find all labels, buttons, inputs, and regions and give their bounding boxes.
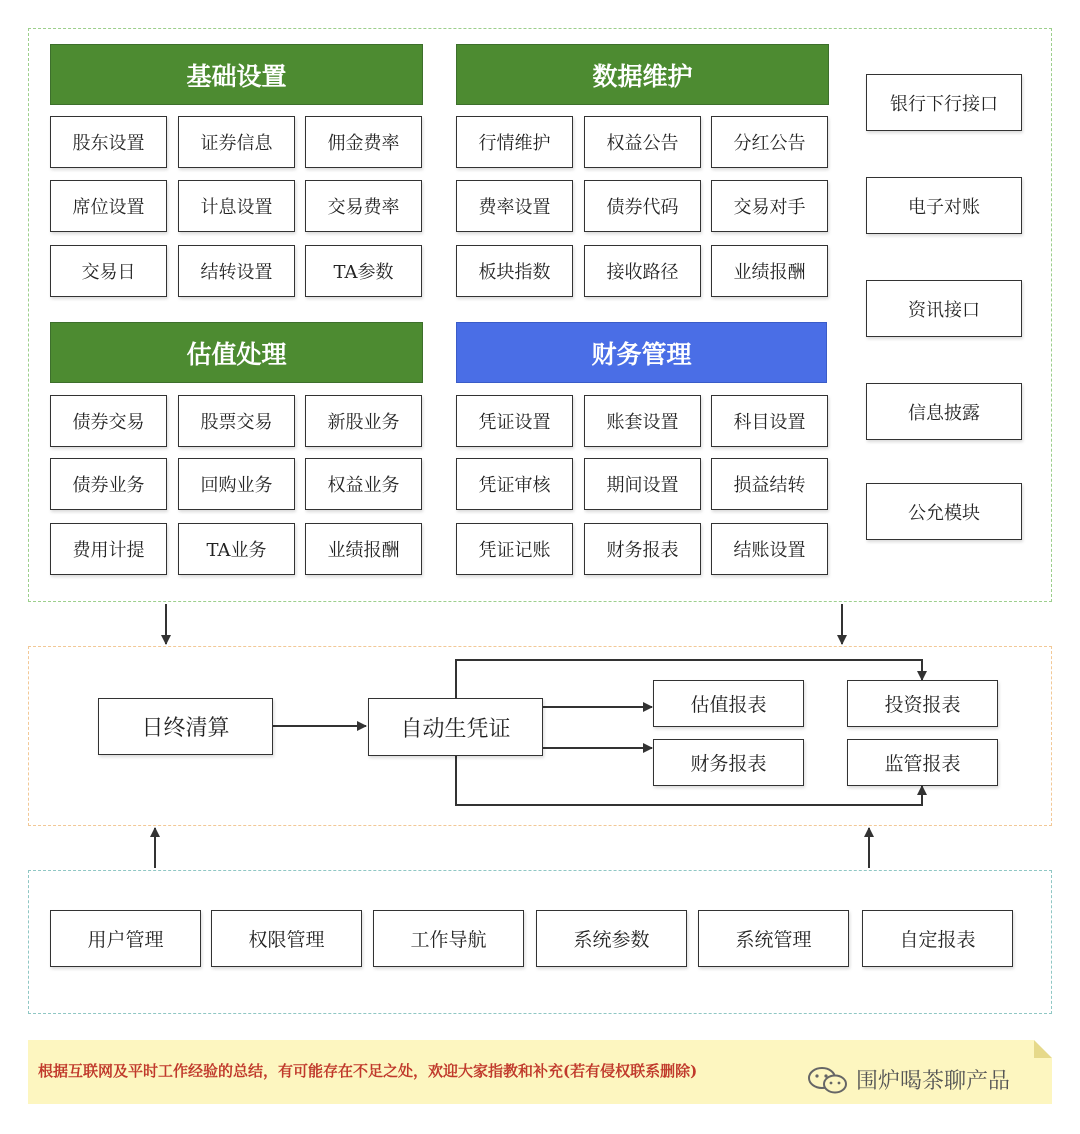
valuation-item[interactable]: 回购业务 [178,458,295,510]
basic-settings-item[interactable]: 结转设置 [178,245,295,297]
system-item[interactable]: 用户管理 [50,910,201,967]
investment-report-box[interactable]: 投资报表 [847,680,998,727]
daily-settlement-box[interactable]: 日终清算 [98,698,273,755]
valuation-item[interactable]: 费用计提 [50,523,167,575]
valuation-item[interactable]: 新股业务 [305,395,422,447]
finance-item[interactable]: 期间设置 [584,458,701,510]
interface-item[interactable]: 银行下行接口 [866,74,1022,131]
valuation-item[interactable]: 权益业务 [305,458,422,510]
interface-item[interactable]: 资讯接口 [866,280,1022,337]
basic-settings-item[interactable]: 佣金费率 [305,116,422,168]
basic-settings-item[interactable]: 股东设置 [50,116,167,168]
finance-item[interactable]: 财务报表 [584,523,701,575]
valuation-item[interactable]: 债券交易 [50,395,167,447]
basic-settings-item[interactable]: 交易费率 [305,180,422,232]
data-maintenance-item[interactable]: 业绩报酬 [711,245,828,297]
regulatory-report-box[interactable]: 监管报表 [847,739,998,786]
finance-item[interactable]: 结账设置 [711,523,828,575]
watermark-text: 围炉喝茶聊产品 [856,1069,1011,1094]
valuation-item[interactable]: 债券业务 [50,458,167,510]
system-item[interactable]: 权限管理 [211,910,362,967]
interface-item[interactable]: 公允模块 [866,483,1022,540]
system-item[interactable]: 系统管理 [698,910,849,967]
data-maintenance-item[interactable]: 板块指数 [456,245,573,297]
data-maintenance-item[interactable]: 分红公告 [711,116,828,168]
data-maintenance-item[interactable]: 费率设置 [456,180,573,232]
interface-item[interactable]: 信息披露 [866,383,1022,440]
basic-settings-item[interactable]: TA参数 [305,245,422,297]
basic-settings-item[interactable]: 交易日 [50,245,167,297]
system-item[interactable]: 系统参数 [536,910,687,967]
data-maintenance-item[interactable]: 接收路径 [584,245,701,297]
financial-report-box[interactable]: 财务报表 [653,739,804,786]
data-maintenance-item[interactable]: 行情维护 [456,116,573,168]
basic-settings-header: 基础设置 [50,44,423,105]
auto-voucher-box[interactable]: 自动生凭证 [368,698,543,756]
valuation-report-box[interactable]: 估值报表 [653,680,804,727]
valuation-item[interactable]: TA业务 [178,523,295,575]
system-item[interactable]: 工作导航 [373,910,524,967]
finance-header: 财务管理 [456,322,827,383]
data-maintenance-header: 数据维护 [456,44,829,105]
basic-settings-item[interactable]: 席位设置 [50,180,167,232]
finance-item[interactable]: 账套设置 [584,395,701,447]
finance-item[interactable]: 损益结转 [711,458,828,510]
basic-settings-item[interactable]: 计息设置 [178,180,295,232]
footer-note-text: 根据互联网及平时工作经验的总结，有可能存在不足之处，欢迎大家指教和补充(若有侵权联系删除) [38,1062,698,1080]
finance-item[interactable]: 科目设置 [711,395,828,447]
note-fold-corner [1034,1040,1052,1058]
data-maintenance-item[interactable]: 权益公告 [584,116,701,168]
data-maintenance-item[interactable]: 债券代码 [584,180,701,232]
valuation-item[interactable]: 股票交易 [178,395,295,447]
wechat-icon [806,1065,850,1095]
finance-item[interactable]: 凭证记账 [456,523,573,575]
watermark [806,1064,1010,1095]
basic-settings-item[interactable]: 证券信息 [178,116,295,168]
finance-item[interactable]: 凭证设置 [456,395,573,447]
valuation-item[interactable]: 业绩报酬 [305,523,422,575]
interface-item[interactable]: 电子对账 [866,177,1022,234]
finance-item[interactable]: 凭证审核 [456,458,573,510]
system-item[interactable]: 自定报表 [862,910,1013,967]
valuation-header: 估值处理 [50,322,423,383]
data-maintenance-item[interactable]: 交易对手 [711,180,828,232]
